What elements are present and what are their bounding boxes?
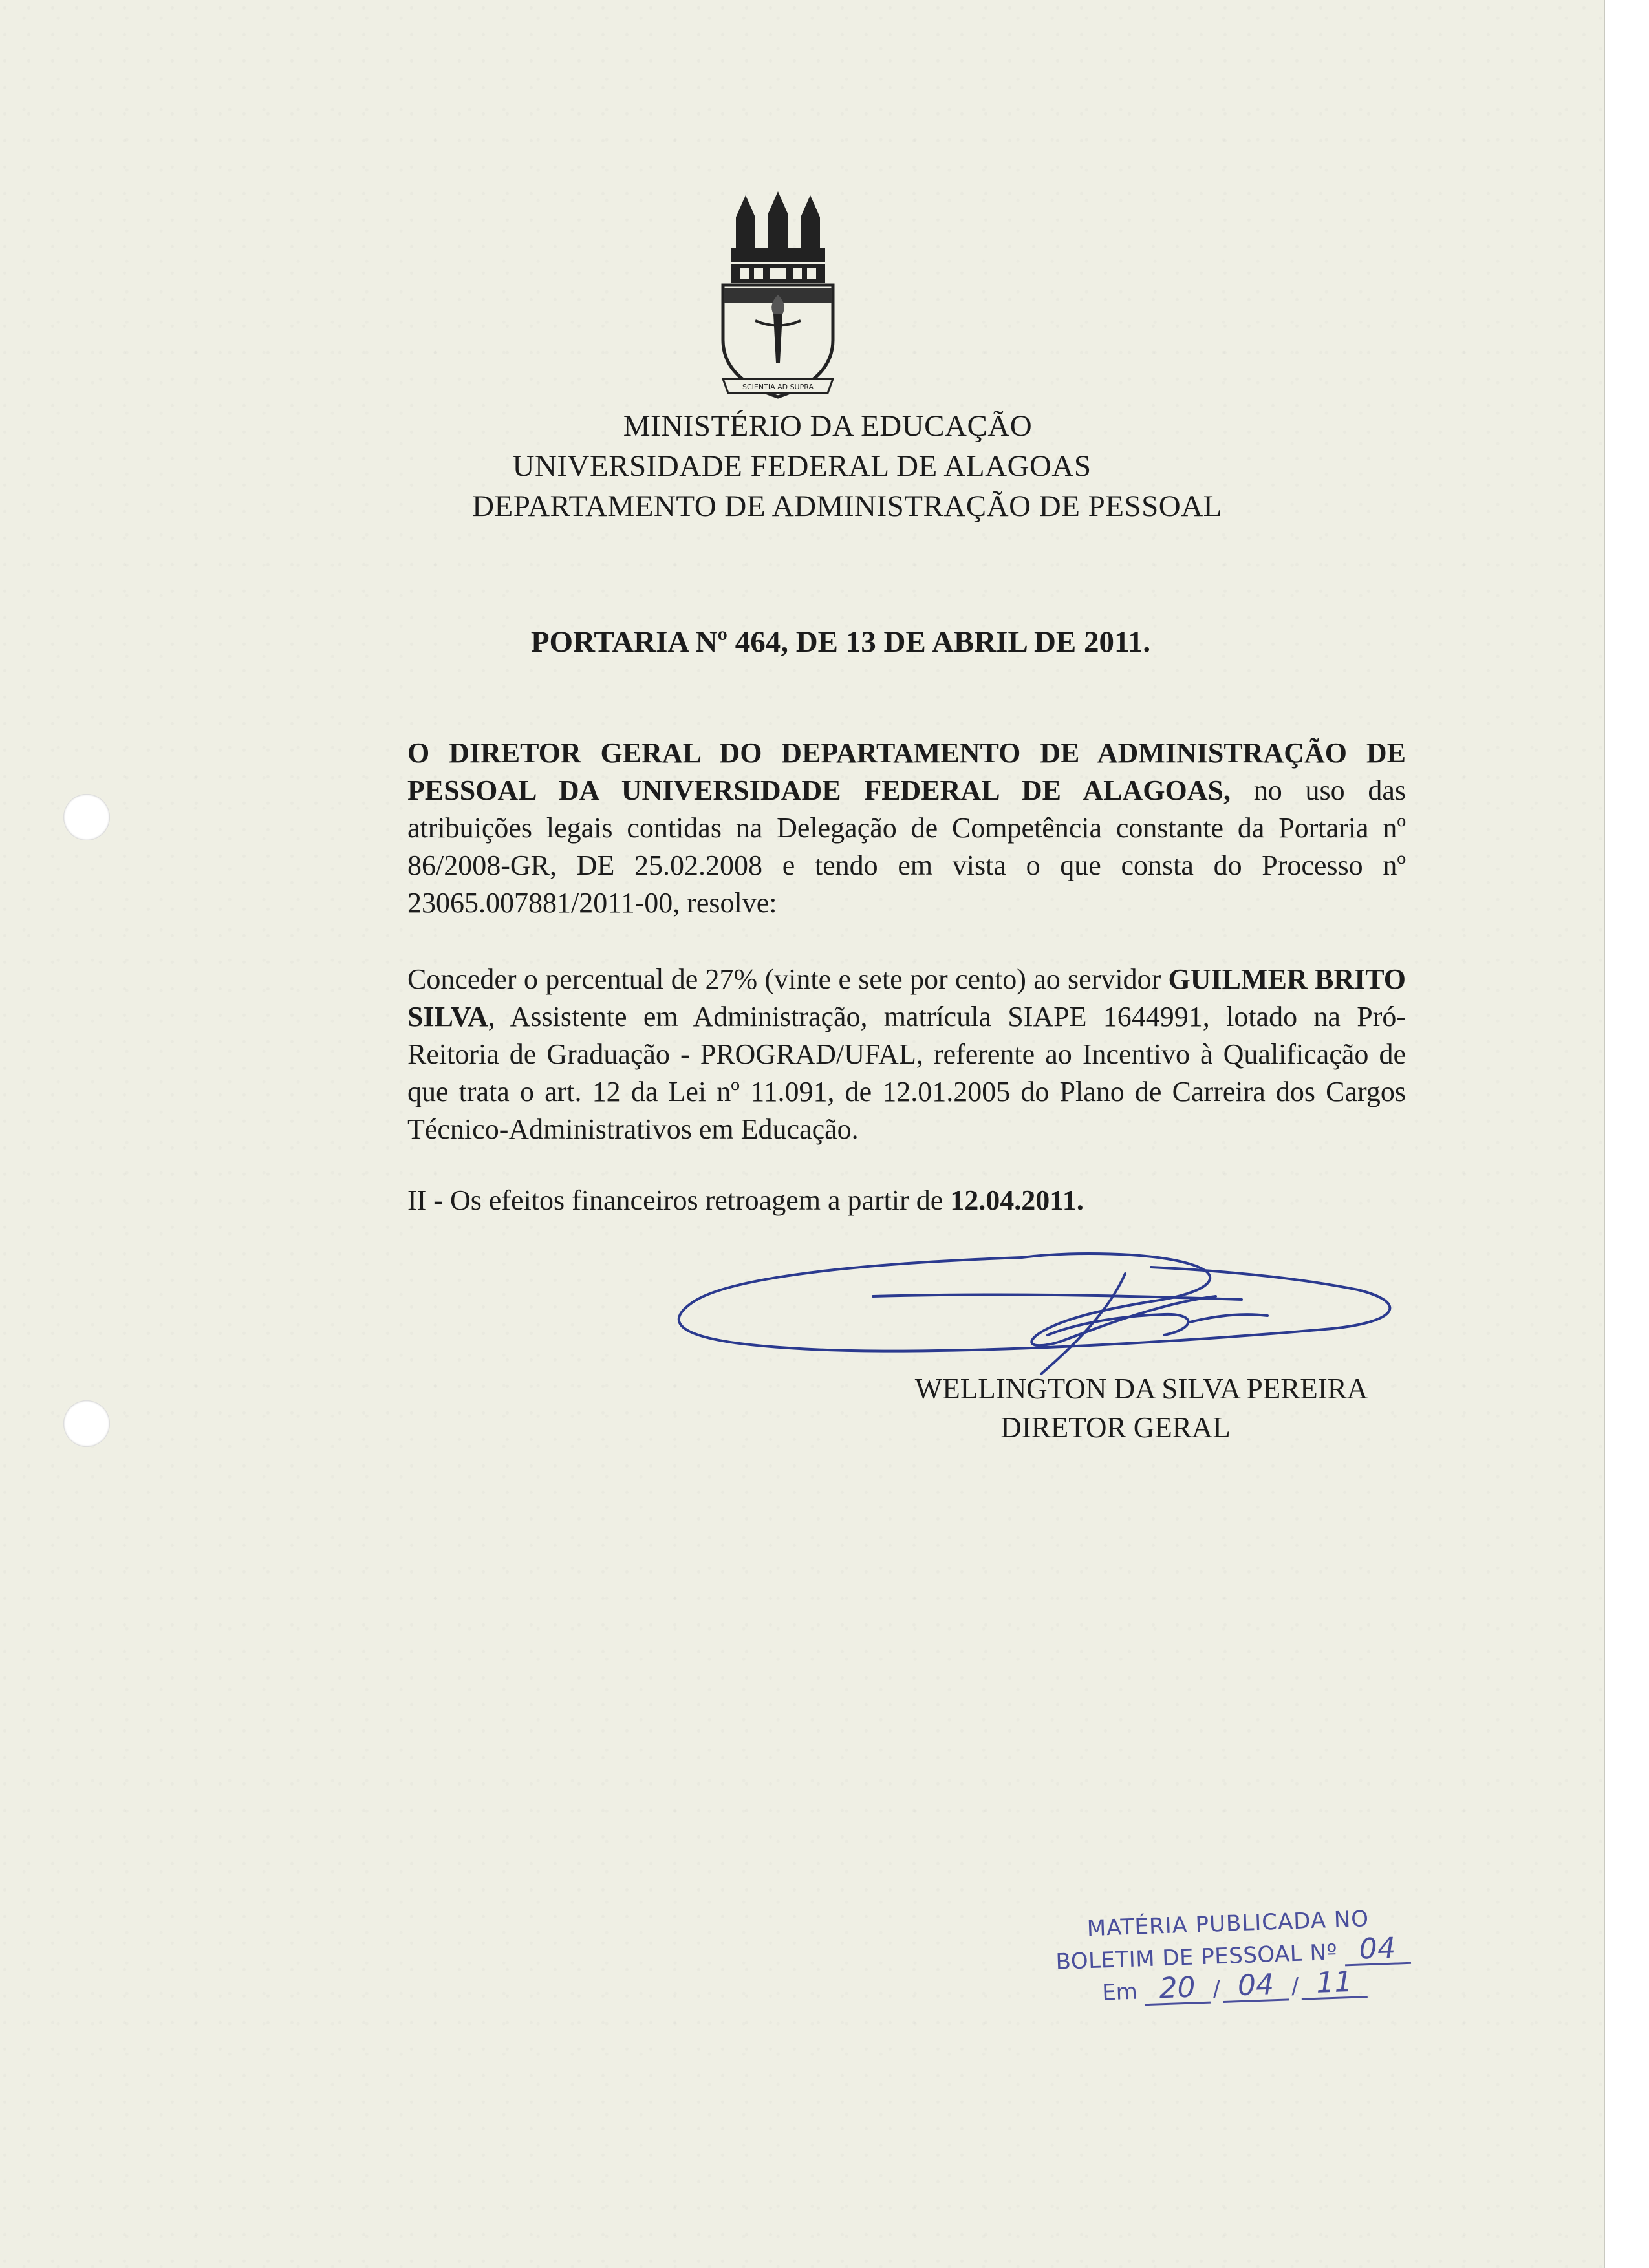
- article-2-text: II - Os efeitos financeiros retroagem a partir de: [407, 1184, 951, 1216]
- stamp-boletim-label: BOLETIM DE PESSOAL Nº: [1055, 1939, 1338, 1975]
- punch-hole: [63, 1400, 110, 1447]
- stamp-year: 11: [1301, 1967, 1368, 2000]
- document-header: [0, 406, 1604, 526]
- article-1-start: Conceder o percentual de 27% (vinte e sete por cento) ao servidor: [407, 963, 1169, 995]
- effective-date: 12.04.2011.: [950, 1184, 1084, 1216]
- signer-title: DIRETOR GERAL: [1000, 1411, 1231, 1444]
- scan-margin: [1604, 0, 1649, 2268]
- punch-hole: [63, 794, 110, 840]
- article-1-rest: , Assistente em Administração, matrícula SIAPE 1644991, lotado na Pró-Reitoria de Graduação - PROGRAD/UFAL, referente ao Incentivo à Qualificação de que trata o art. 12 da Lei nº 11.091, de 12.01.2005 do Plano de Carreira dos Cargos Técnico-Administrativos em Educação.: [407, 1001, 1406, 1145]
- portaria-title: PORTARIA Nº 464, DE 13 DE ABRIL DE 2011.: [530, 625, 1151, 659]
- handwritten-signature: [660, 1232, 1397, 1380]
- header-ministry: MINISTÉRIO DA EDUCAÇÃO: [623, 409, 1033, 443]
- stamp-line-1: MATÉRIA PUBLICADA NO: [1086, 1906, 1370, 1942]
- header-department: DEPARTAMENTO DE ADMINISTRAÇÃO DE PESSOAL: [472, 489, 1222, 523]
- preamble-text: no uso das atribuições legais contidas na Delegação de Competência constante da Portaria nº 86/2008-GR, DE 25.02.2008 e tendo em vista o que consta do Processo nº 23065.007881/2011-00, resolve:: [407, 775, 1406, 919]
- stamp-boletim-number: 04: [1344, 1934, 1411, 1967]
- article-2-paragraph: [212, 1182, 1406, 1219]
- preamble-authority: O DIRETOR GERAL DO DEPARTAMENTO DE ADMINISTRAÇÃO DE PESSOAL DA UNIVERSIDADE FEDERAL DE ALAGOAS,: [407, 737, 1406, 806]
- crest-motto: SCIENTIA AD SUPRA: [742, 383, 814, 391]
- stamp-month: 04: [1222, 1970, 1289, 2003]
- publication-stamp: MATÉRIA PUBLICADA NO BOLETIM DE PESSOAL Nº 04 Em 20 / 04 / 11: [1054, 1899, 1458, 2011]
- servant-name: GUILMER BRITO SILVA: [407, 963, 1406, 1032]
- article-1-paragraph: [212, 961, 1406, 1148]
- preamble-paragraph: [212, 734, 1406, 922]
- signer-name: WELLINGTON DA SILVA PEREIRA: [914, 1373, 1368, 1405]
- header-university: UNIVERSIDADE FEDERAL DE ALAGOAS: [512, 449, 1092, 483]
- stamp-day: 20: [1144, 1973, 1211, 2006]
- signer-block: [873, 1369, 1410, 1447]
- university-crest-logo: [717, 191, 839, 405]
- stamp-date-label: Em: [1101, 1978, 1138, 2006]
